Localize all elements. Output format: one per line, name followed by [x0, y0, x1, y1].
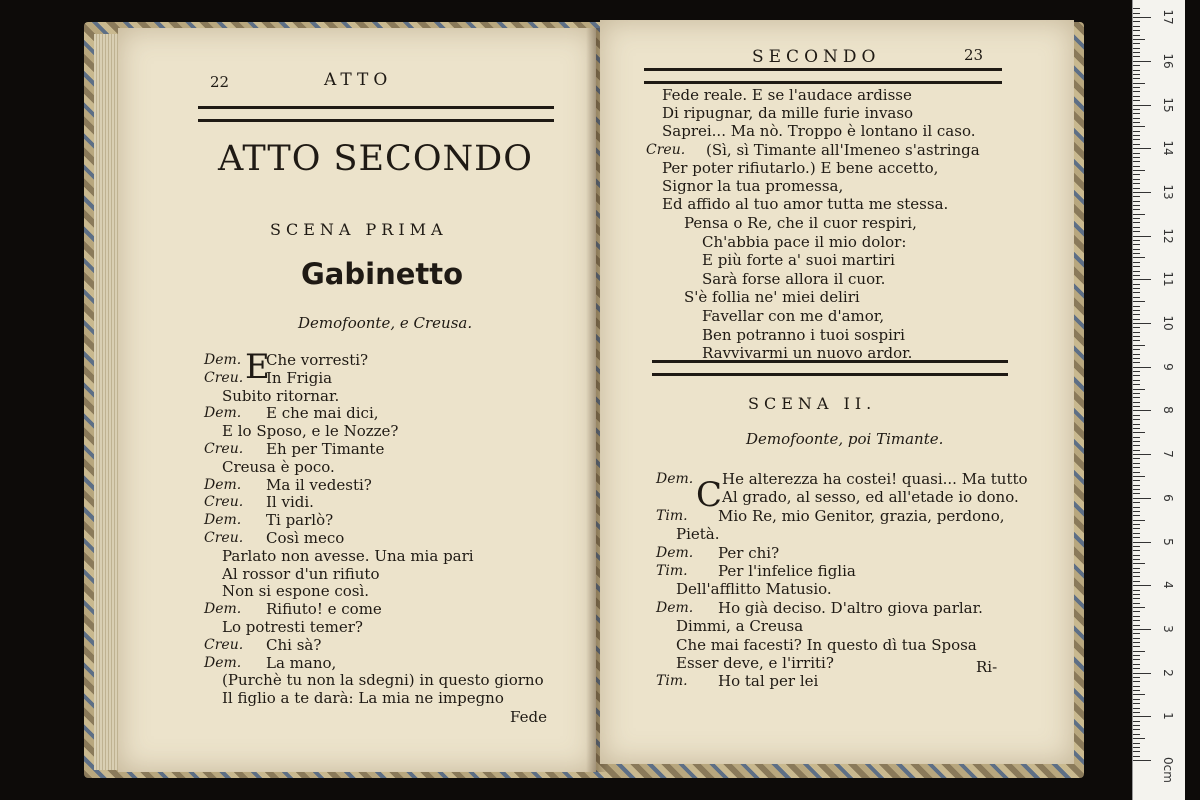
ruler-tick: [1133, 249, 1140, 250]
speaker-label: Creu.: [204, 369, 244, 386]
ruler-tick: [1133, 43, 1140, 44]
ruler-tick: [1133, 655, 1140, 656]
ruler-tick: [1133, 48, 1140, 49]
dialogue-line: He alterezza ha costei! quasi... Ma tutto: [722, 470, 1028, 488]
ruler-tick: [1133, 751, 1140, 752]
ruler-tick: [1133, 611, 1140, 612]
ruler-tick: [1133, 332, 1140, 333]
ruler-tick: [1133, 743, 1140, 744]
ruler-tick: [1133, 550, 1140, 551]
dialogue-line: Dell'afflitto Matusio.: [676, 580, 832, 599]
setting-title: Gabinetto: [301, 257, 464, 291]
dialogue-line: Esser deve, e l'irriti?: [676, 654, 834, 672]
ruler-tick: [1133, 358, 1140, 359]
ruler-tick: [1133, 389, 1145, 390]
ruler-tick: [1133, 349, 1140, 350]
scene-title: SCENA PRIMA: [270, 220, 448, 239]
ruler-tick: [1133, 292, 1140, 293]
ruler-tick: [1133, 454, 1151, 455]
ruler-tick: [1133, 419, 1140, 420]
ruler-tick: [1133, 607, 1145, 608]
ruler-tick: [1133, 122, 1140, 123]
dialogue-line: In Frigia: [266, 368, 333, 387]
ruler-tick: [1133, 463, 1140, 464]
ruler-tick: [1133, 8, 1140, 9]
ruler-tick: [1133, 153, 1140, 154]
ruler-tick: [1133, 528, 1140, 529]
ruler-tick: [1133, 380, 1140, 381]
speaker-label: Tim.: [656, 507, 688, 524]
ruler-number: 11: [1161, 271, 1175, 287]
right-page-number: 23: [964, 46, 984, 64]
ruler-tick: [1133, 83, 1145, 84]
speaker-label: Tim.: [656, 673, 688, 690]
ruler-tick: [1133, 26, 1140, 27]
right-page: [600, 20, 1074, 764]
ruler-tick: [1133, 458, 1140, 459]
ruler-tick: [1133, 668, 1140, 669]
ruler-tick: [1133, 371, 1140, 372]
speaker-label: Creu.: [204, 494, 244, 511]
ruler-tick: [1133, 201, 1140, 202]
ruler-tick: [1133, 555, 1140, 556]
ruler-tick: [1133, 406, 1140, 407]
speaker-label: Dem.: [656, 471, 694, 487]
dialogue-line: Creusa è poco.: [222, 457, 335, 476]
left-catchword: Fede: [510, 708, 547, 726]
ruler-tick: [1133, 502, 1140, 503]
dialogue-line: Dimmi, a Creusa: [676, 617, 804, 636]
ruler-tick: [1133, 673, 1151, 674]
ruler-tick: [1133, 336, 1140, 337]
ruler-tick: [1133, 166, 1140, 167]
dialogue-line: Mio Re, mio Genitor, grazia, perdono,: [718, 506, 1005, 525]
ruler-tick: [1133, 686, 1140, 687]
ruler-tick: [1133, 139, 1140, 140]
ruler-tick: [1133, 288, 1140, 289]
ruler-tick: [1133, 437, 1140, 438]
ruler-tick: [1133, 266, 1140, 267]
dialogue-line: Parlato non avesse. Una mia pari: [222, 546, 474, 565]
ruler-tick: [1133, 603, 1140, 604]
ruler-tick: [1133, 275, 1140, 276]
ruler-tick: [1133, 690, 1140, 691]
aria-line: Sarà forse allora il cuor.: [702, 269, 886, 288]
left-page-number: 22: [210, 73, 230, 91]
ruler-tick: [1133, 78, 1140, 79]
dialogue-line: Subito ritornar.: [222, 386, 340, 405]
left-page: [118, 28, 596, 772]
ruler-tick: [1133, 620, 1140, 621]
ruler-tick: [1133, 284, 1140, 285]
ruler-tick: [1133, 306, 1140, 307]
ruler-tick: [1133, 747, 1140, 748]
ruler-tick: [1133, 441, 1140, 442]
ruler-tick: [1133, 511, 1140, 512]
ruler-tick: [1133, 192, 1151, 193]
speaker-label: Tim.: [656, 563, 688, 579]
ruler-tick: [1133, 310, 1140, 311]
ruler-tick: [1133, 384, 1140, 385]
dialogue-line: Saprei... Ma nò. Troppo è lontano il caso.: [662, 122, 976, 141]
ruler-tick: [1133, 520, 1145, 521]
ruler-tick: [1133, 65, 1140, 66]
ruler-tick: [1133, 39, 1145, 40]
dialogue-line: Il figlio a te darà: La mia ne impegno: [222, 689, 504, 708]
ruler-tick: [1133, 493, 1140, 494]
ruler-number: 1: [1161, 712, 1175, 721]
dialogue-line: Il vidi.: [266, 493, 314, 512]
ruler-tick: [1133, 699, 1140, 700]
left-running-head: ATTO: [324, 70, 393, 90]
ruler-tick: [1133, 319, 1140, 320]
dialogue-line: Lo potresti temer?: [222, 618, 363, 636]
page-edges: [94, 34, 120, 770]
ruler-tick: [1133, 646, 1140, 647]
ruler-tick: [1133, 179, 1140, 180]
speaker-label: Dem.: [204, 512, 242, 529]
ruler-number: 10: [1161, 315, 1175, 331]
ruler-number: 13: [1161, 184, 1175, 200]
ruler-number: 15: [1161, 96, 1175, 113]
aria-line: Ravvivarmi un nuovo ardor.: [702, 344, 913, 363]
measurement-ruler: [1132, 0, 1185, 800]
aria-line: S'è follia ne' miei deliri: [684, 288, 860, 307]
ruler-tick: [1133, 703, 1140, 704]
ruler-tick: [1133, 428, 1140, 429]
characters: Demofoonte, e Creusa.: [298, 314, 473, 332]
ruler-tick: [1133, 472, 1140, 473]
ruler-tick: [1133, 598, 1140, 599]
ruler-tick: [1133, 375, 1140, 376]
ruler-tick: [1133, 498, 1151, 499]
ruler-tick: [1133, 297, 1140, 298]
ruler-tick: [1133, 362, 1140, 363]
ruler-tick: [1133, 651, 1145, 652]
ruler-tick: [1133, 590, 1140, 591]
dialogue-line: E lo Sposo, e le Nozze?: [222, 422, 399, 441]
ruler-tick: [1133, 271, 1140, 272]
ruler-tick: [1133, 559, 1140, 560]
dialogue-line: Chi sà?: [266, 635, 322, 654]
ruler-tick: [1133, 594, 1140, 595]
dialogue-line: Ho già deciso. D'altro giova parlar.: [718, 598, 983, 617]
ruler-tick: [1133, 222, 1140, 223]
ruler-tick: [1133, 659, 1140, 660]
ruler-tick: [1133, 170, 1145, 171]
ruler-tick: [1133, 410, 1151, 411]
ruler-number: 9: [1161, 362, 1175, 371]
ruler-tick: [1133, 262, 1140, 263]
ruler-tick: [1133, 572, 1140, 573]
ruler-tick: [1133, 52, 1140, 53]
ruler-tick: [1133, 327, 1140, 328]
ruler-tick: [1133, 738, 1145, 739]
ruler-tick: [1133, 35, 1140, 36]
ruler-tick: [1133, 450, 1140, 451]
right-catchword: Ri-: [976, 658, 998, 676]
ruler-tick: [1133, 314, 1140, 315]
ruler-tick: [1133, 563, 1145, 564]
ruler-tick: [1133, 677, 1140, 678]
ruler-tick: [1133, 340, 1140, 341]
ruler-tick: [1133, 638, 1140, 639]
ruler-tick: [1133, 756, 1140, 757]
ruler-tick: [1133, 533, 1140, 534]
ruler-tick: [1133, 323, 1151, 324]
ruler-tick: [1133, 96, 1140, 97]
ruler-tick: [1133, 633, 1140, 634]
dialogue-line: Così meco: [266, 529, 345, 547]
speaker-label: Creu.: [204, 530, 244, 546]
ruler-number: 12: [1161, 227, 1175, 244]
ruler-tick: [1133, 188, 1140, 189]
ruler-tick: [1133, 113, 1140, 114]
ruler-tick: [1133, 231, 1140, 232]
ruler-tick: [1133, 196, 1140, 197]
dialogue-line: Eh per Timante: [266, 440, 385, 458]
left-head-rule: [198, 106, 554, 122]
dialogue-line: Non si espone così.: [222, 582, 370, 601]
ruler-tick: [1133, 716, 1151, 717]
ruler-tick: [1133, 209, 1140, 210]
scene-2-drop-cap: C: [696, 475, 723, 515]
right-head-rule: [644, 68, 1002, 84]
ruler-tick: [1133, 546, 1140, 547]
ruler-tick: [1133, 664, 1140, 665]
ruler-tick: [1133, 345, 1145, 346]
ruler-tick: [1133, 397, 1140, 398]
ruler-tick: [1133, 70, 1140, 71]
ruler-tick: [1133, 61, 1151, 62]
ruler-tick: [1133, 393, 1140, 394]
dialogue-line: Ti parlò?: [266, 511, 334, 530]
ruler-tick: [1133, 21, 1140, 22]
ruler-tick: [1133, 616, 1140, 617]
ruler-tick: [1133, 205, 1140, 206]
ruler-tick: [1133, 424, 1140, 425]
ruler-tick: [1133, 183, 1140, 184]
scene-2-characters: Demofoonte, poi Timante.: [746, 430, 944, 448]
speaker-label: Dem.: [204, 352, 242, 368]
dialogue-line: (Purchè tu non la sdegni) in questo giorno: [222, 671, 544, 690]
dialogue-line: Pietà.: [676, 525, 720, 544]
ruler-tick: [1133, 148, 1151, 149]
ruler-tick: [1133, 74, 1140, 75]
ruler-number: 16: [1161, 53, 1175, 69]
speaker-label: Dem.: [204, 476, 242, 493]
ruler-tick: [1133, 91, 1140, 92]
ruler-number: 8: [1161, 406, 1175, 415]
ruler-tick: [1133, 17, 1151, 18]
ruler-tick: [1133, 214, 1145, 215]
ruler-number: 2: [1161, 668, 1175, 677]
ruler-tick: [1133, 415, 1140, 416]
aria-line: Ch'abbia pace il mio dolor:: [702, 232, 907, 251]
ruler-tick: [1133, 227, 1140, 228]
ruler-tick: [1133, 725, 1140, 726]
ruler-tick: [1133, 729, 1140, 730]
speaker-label: Dem.: [656, 599, 694, 616]
ruler-tick: [1133, 629, 1151, 630]
dialogue-line: Che vorresti?: [266, 351, 369, 369]
ruler-tick: [1133, 105, 1151, 106]
dialogue-line: Ho tal per lei: [718, 672, 819, 691]
ruler-number: 17: [1161, 9, 1175, 25]
ruler-tick: [1133, 144, 1140, 145]
dialogue-line: La mano,: [266, 653, 337, 672]
ruler-tick: [1133, 253, 1140, 254]
speaker-label: Dem.: [204, 405, 242, 422]
aria-line: Favellar con me d'amor,: [702, 307, 885, 325]
ruler-tick: [1133, 240, 1140, 241]
speaker-label: Dem.: [204, 601, 242, 618]
ruler-tick: [1133, 432, 1145, 433]
aria-line: Pensa o Re, che il cuor respiri,: [684, 214, 917, 232]
ruler-tick: [1133, 13, 1140, 14]
speaker-label: Dem.: [204, 654, 242, 671]
ruler-tick: [1133, 760, 1151, 761]
ruler-tick: [1133, 301, 1145, 302]
ruler-number: 6: [1161, 493, 1175, 502]
ruler-tick: [1133, 476, 1145, 477]
speaker-label: Creu.: [204, 441, 244, 457]
ruler-tick: [1133, 585, 1151, 586]
dialogue-line: Di ripugnar, da mille furie invaso: [662, 104, 914, 123]
ruler-tick: [1133, 708, 1140, 709]
ruler-tick: [1133, 467, 1140, 468]
dialogue-line: Ma il vedesti?: [266, 475, 372, 494]
speaker-label: Dem.: [656, 544, 694, 561]
speaker-label: Creu.: [204, 636, 244, 653]
drop-cap: E: [245, 347, 270, 387]
ruler-tick: [1133, 109, 1140, 110]
ruler-tick: [1133, 489, 1140, 490]
ruler-tick: [1133, 581, 1140, 582]
right-running-head: SECONDO: [752, 47, 881, 67]
ruler-tick: [1133, 537, 1140, 538]
ruler-number: 14: [1161, 140, 1175, 156]
ruler-tick: [1133, 485, 1140, 486]
dialogue-line: Signor la tua promessa,: [662, 177, 844, 195]
ruler-tick: [1133, 131, 1140, 132]
ruler-tick: [1133, 126, 1145, 127]
ruler-tick: [1133, 576, 1140, 577]
ruler-unit-label: 0cm: [1161, 757, 1175, 783]
ruler-tick: [1133, 712, 1140, 713]
ruler-tick: [1133, 507, 1140, 508]
ruler-number: 7: [1161, 450, 1175, 458]
ruler-tick: [1133, 515, 1140, 516]
ruler-tick: [1133, 157, 1140, 158]
ruler-tick: [1133, 542, 1151, 543]
ruler-tick: [1133, 56, 1140, 57]
ruler-tick: [1133, 402, 1140, 403]
ruler-tick: [1133, 642, 1140, 643]
ruler-tick: [1133, 721, 1140, 722]
ruler-tick: [1133, 257, 1145, 258]
dialogue-line: Per l'infelice figlia: [718, 562, 856, 580]
ruler-tick: [1133, 174, 1140, 175]
ruler-tick: [1133, 445, 1140, 446]
dialogue-line: Al rossor d'un rifiuto: [222, 564, 380, 583]
dialogue-line: Rifiuto! e come: [266, 600, 382, 619]
dialogue-line: Ed affido al tuo amor tutta me stessa.: [662, 195, 949, 214]
ruler-tick: [1133, 118, 1140, 119]
dialogue-line: (Sì, sì Timante all'Imeneo s'astringa: [706, 140, 980, 159]
dialogue-line: Che mai facesti? In questo dì tua Sposa: [676, 635, 977, 654]
ruler-tick: [1133, 694, 1145, 695]
scene-2-title: SCENA II.: [748, 394, 877, 413]
ruler-tick: [1133, 244, 1140, 245]
ruler-tick: [1133, 218, 1140, 219]
ruler-tick: [1133, 100, 1140, 101]
ruler-tick: [1133, 568, 1140, 569]
dialogue-line: Per chi?: [718, 543, 780, 562]
ruler-tick: [1133, 480, 1140, 481]
ruler-tick: [1133, 236, 1151, 237]
dialogue-line: E che mai dici,: [266, 404, 379, 423]
ruler-tick: [1133, 279, 1151, 280]
ruler-tick: [1133, 681, 1140, 682]
ruler-tick: [1133, 524, 1140, 525]
dialogue-line: Fede reale. E se l'audace ardisse: [662, 86, 912, 104]
ruler-tick: [1133, 161, 1140, 162]
ruler-tick: [1133, 625, 1140, 626]
ruler-tick: [1133, 354, 1140, 355]
ruler-number: 4: [1161, 581, 1175, 589]
ruler-tick: [1133, 367, 1151, 368]
speaker-label: Creu.: [646, 141, 686, 158]
scene-divider-rule: [652, 360, 1008, 376]
act-title: ATTO SECONDO: [218, 139, 533, 179]
ruler-tick: [1133, 87, 1140, 88]
ruler-number: 5: [1161, 537, 1175, 546]
ruler-tick: [1133, 30, 1140, 31]
aria-line: Ben potranno i tuoi sospiri: [702, 325, 905, 344]
ruler-tick: [1133, 734, 1140, 735]
aria-line: E più forte a' suoi martiri: [702, 251, 895, 270]
dialogue-line: Al grado, al sesso, ed all'etade io dono.: [722, 488, 1019, 507]
ruler-tick: [1133, 135, 1140, 136]
ruler-number: 3: [1161, 625, 1175, 633]
dialogue-line: Per poter rifiutarlo.) E bene accetto,: [662, 158, 939, 177]
